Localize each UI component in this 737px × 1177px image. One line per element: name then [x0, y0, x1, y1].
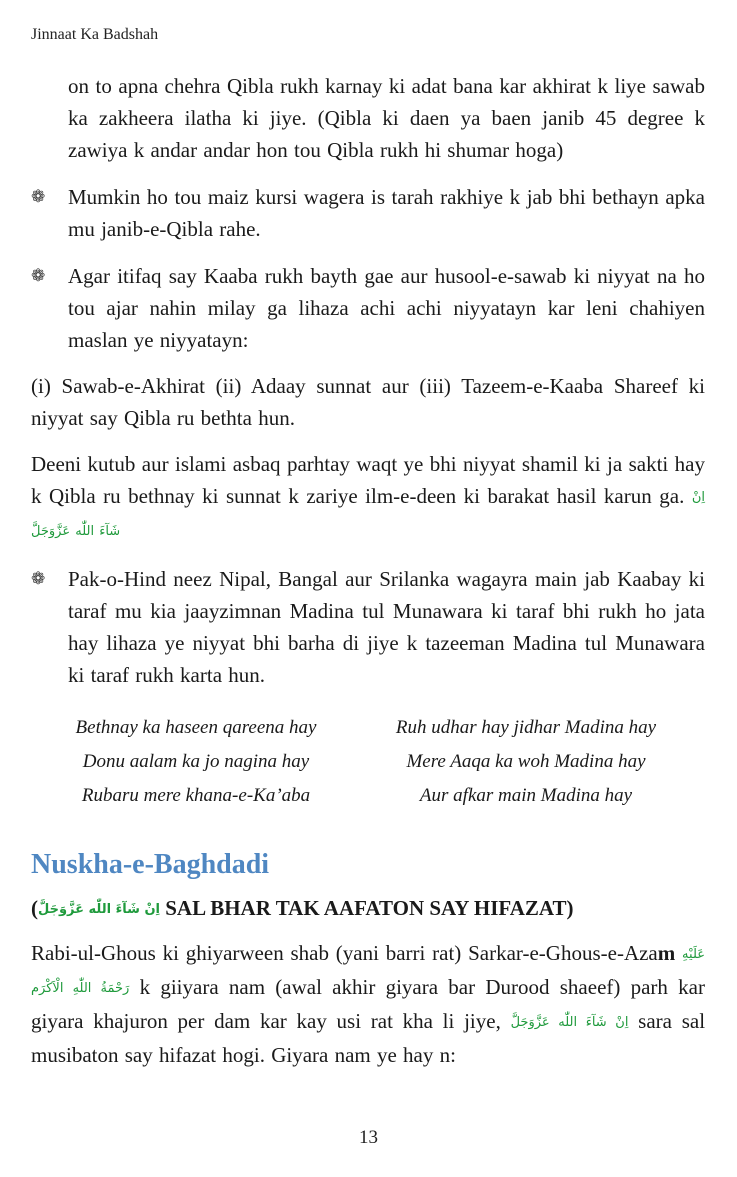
running-title: Jinnaat Ka Badshah: [31, 26, 159, 43]
poem-line: Mere Aaqa ka woh Madina hay: [406, 751, 646, 772]
paragraph-nuskha: [31, 937, 705, 1071]
page-body: [31, 70, 705, 1071]
bullet-text: Mumkin ho tou maiz kursi wagera is tarah rakhiye k jab bhi bethayn apka mu janib-e-Qibla rahe.: [68, 185, 705, 241]
section-subheading: [31, 893, 705, 925]
bullet-item: [31, 260, 705, 356]
inshallah-calligraphy: اِنْ شَآءَ اللّٰه عَزَّوَجَلَّ: [31, 490, 706, 539]
paragraph-text: sara sal musibaton say hifazat hogi. Giyara nam ye hay n:: [31, 1009, 706, 1067]
bullet-text: Pak-o-Hind neez Nipal, Bangal aur Srilanka wagayra main jab Kaabay ki taraf mu kia jaayzimnan Madina tul Munawara ki taraf bhi rukh ho jata hay lihaza ye niyyat bhi barha di jiye k tazeeman Madina tul Munawara ki taraf rukh karta hun.: [68, 567, 705, 687]
bullet-item: [31, 563, 705, 691]
flower-bullet-icon: ❁: [31, 569, 46, 589]
subheading-paren: (: [31, 896, 38, 920]
paragraph-bold-letter: m: [657, 941, 676, 965]
flower-bullet-icon: ❁: [31, 266, 46, 286]
paragraph-text: Deeni kutub aur islami asbaq parhtay waqt ye bhi niyyat shamil ki ja sakti hay k Qibla ru bethnay ki sunnat k zariye ilm-e-deen ki barakat hasil karun ga.: [31, 452, 705, 508]
subheading-text: SAL BHAR TAK AAFATON SAY HIFAZAT): [165, 896, 574, 920]
inshallah-calligraphy: اِنْ شَآءَ اللّٰه عَزَّوَجَلَّ: [38, 902, 160, 917]
section-heading: Nuskha-e-Baghdadi: [31, 849, 270, 880]
rehmatullah-calligraphy: عَلَيْهِ رَحْمَةُ اللّٰهِ الْاَكْرَم: [31, 947, 705, 996]
paragraph-continuation: on to apna chehra Qibla rukh karnay ki adat bana kar akhirat k liye sawab ka zakheera ilatha ki jiye. (Qibla ki daen ya baen janib 45 degree k zawiya k andar andar hon tou Qibla rukh hi shumar hoga): [68, 74, 705, 162]
poem-line: Donu aalam ka jo nagina hay: [82, 751, 310, 772]
flower-bullet-icon: ❁: [31, 187, 46, 207]
paragraph-text: k giiyara nam (awal akhir giyara bar Durood shaeef) parh kar giyara khajuron per dam kar kay usi rat kha li jiye,: [31, 975, 705, 1033]
poem-stanza: [31, 713, 705, 811]
poem-line: Aur afkar main Madina hay: [419, 785, 633, 806]
paragraph-deeni-kutub: [31, 448, 705, 548]
poem-line: Ruh udhar hay jidhar Madina hay: [395, 717, 657, 738]
bullet-item: [31, 181, 705, 245]
paragraph-text: Rabi-ul-Ghous ki ghiyarween shab (yani barri rat) Sarkar-e-Ghous-e-Aza: [31, 941, 658, 965]
bullet-text: Agar itifaq say Kaaba rukh bayth gae aur husool-e-sawab ki niyyat na ho tou ajar nahin milay ga lihaza achi achi niyyatayn kar leni chahiyen maslan ye niyyatayn:: [68, 264, 705, 352]
poem-line: Rubaru mere khana-e-Ka’aba: [81, 785, 311, 806]
poem-line: Bethnay ka haseen qareena hay: [75, 717, 317, 738]
inshallah-calligraphy: اِنْ شَآءَ اللّٰه عَزَّوَجَلَّ: [510, 1015, 629, 1030]
paragraph-niyyatayn: (i) Sawab-e-Akhirat (ii) Adaay sunnat aur (iii) Tazeem-e-Kaaba Shareef ki niyyat say Qibla ru bethta hun.: [31, 374, 705, 430]
page-number: 13: [359, 1127, 378, 1148]
